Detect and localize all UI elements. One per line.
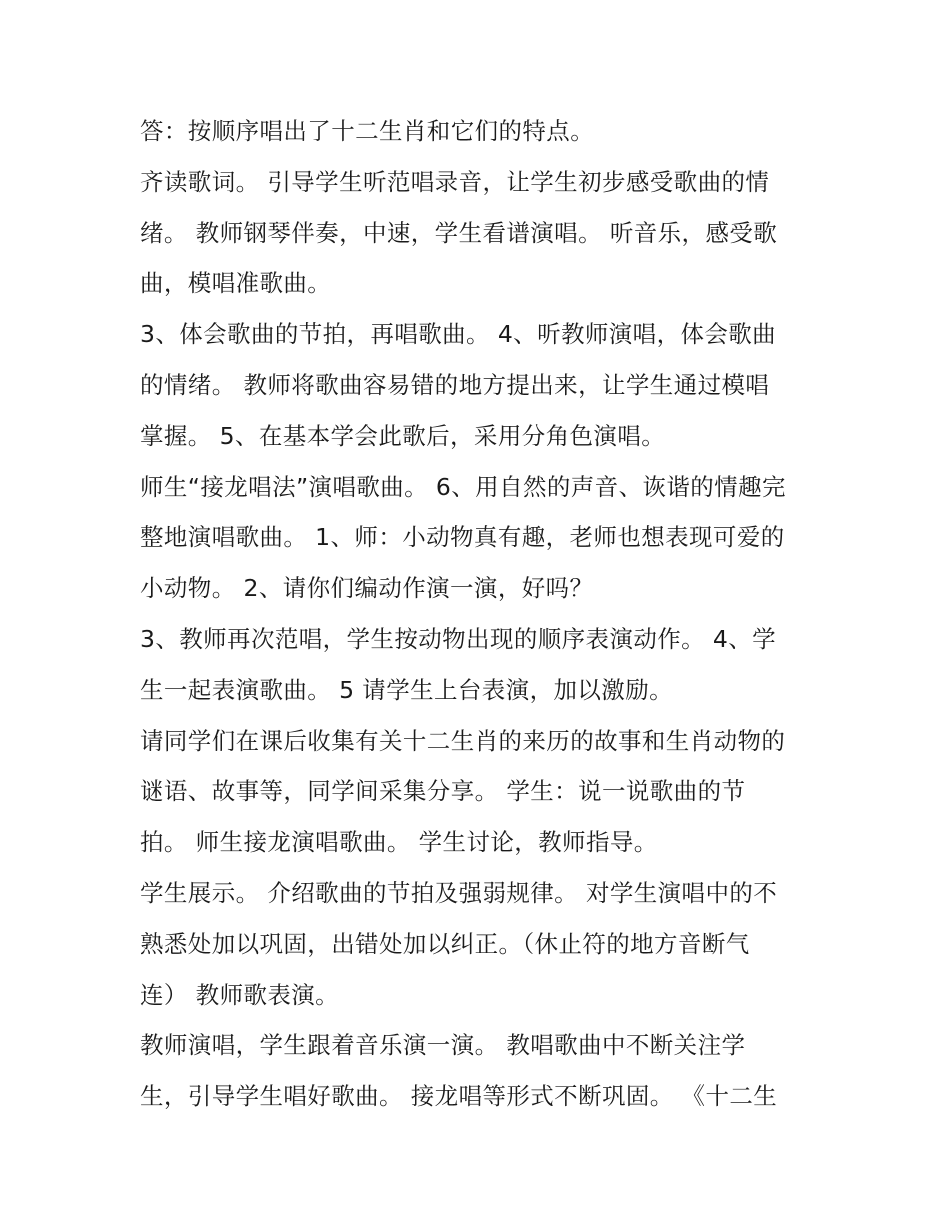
text-line: 绪。 教师钢琴伴奏，中速，学生看谱演唱。 听音乐，感受歌 [140,218,778,247]
text-line: 曲，模唱准歌曲。 [140,269,332,298]
text-line: 师生“接龙唱法”演唱歌曲。 6、用自然的声音、诙谐的情趣完 [140,472,786,501]
text-line: 连） 教师歌表演。 [140,980,340,1009]
text-line: 请同学们在课后收集有关十二生肖的来历的故事和生肖动物的 [140,726,786,755]
text-line: 整地演唱歌曲。 1、师：小动物真有趣，老师也想表现可爱的 [140,523,785,552]
text-line: 生一起表演歌曲。 5 请学生上台表演，加以激励。 [140,675,673,704]
text-line: 教师演唱，学生跟着音乐演一演。 教唱歌曲中不断关注学 [140,1031,746,1060]
document-body [140,106,840,1122]
text-line: 的情绪。 教师将歌曲容易错的地方提出来，让学生通过模唱 [140,370,770,399]
text-line: 答：按顺序唱出了十二生肖和它们的特点。 [140,117,595,145]
text-line: 学生展示。 介绍歌曲的节拍及强弱规律。 对学生演唱中的不 [140,878,778,907]
text-line: 掌握。 5、在基本学会此歌后，采用分角色演唱。 [140,421,666,450]
text-line: 齐读歌词。 引导学生听范唱录音，让学生初步感受歌曲的情 [140,167,770,196]
text-line: 3、体会歌曲的节拍，再唱歌曲。 4、听教师演唱，体会歌曲 [140,320,777,349]
text-line: 拍。 师生接龙演唱歌曲。 学生讨论，教师指导。 [140,828,658,857]
text-line: 3、教师再次范唱，学生按动物出现的顺序表演动作。 4、学 [140,624,777,653]
text-line: 生，引导学生唱好歌曲。 接龙唱等形式不断巩固。 《十二生 [140,1082,778,1111]
text-line: 小动物。 2、请你们编动作演一演，好吗？ [140,574,594,603]
text-line: 熟悉处加以巩固，出错处加以纠正。（休止符的地方音断气 [140,929,750,958]
text-line: 谜语、故事等，同学间采集分享。 学生：说一说歌曲的节 [140,777,746,806]
